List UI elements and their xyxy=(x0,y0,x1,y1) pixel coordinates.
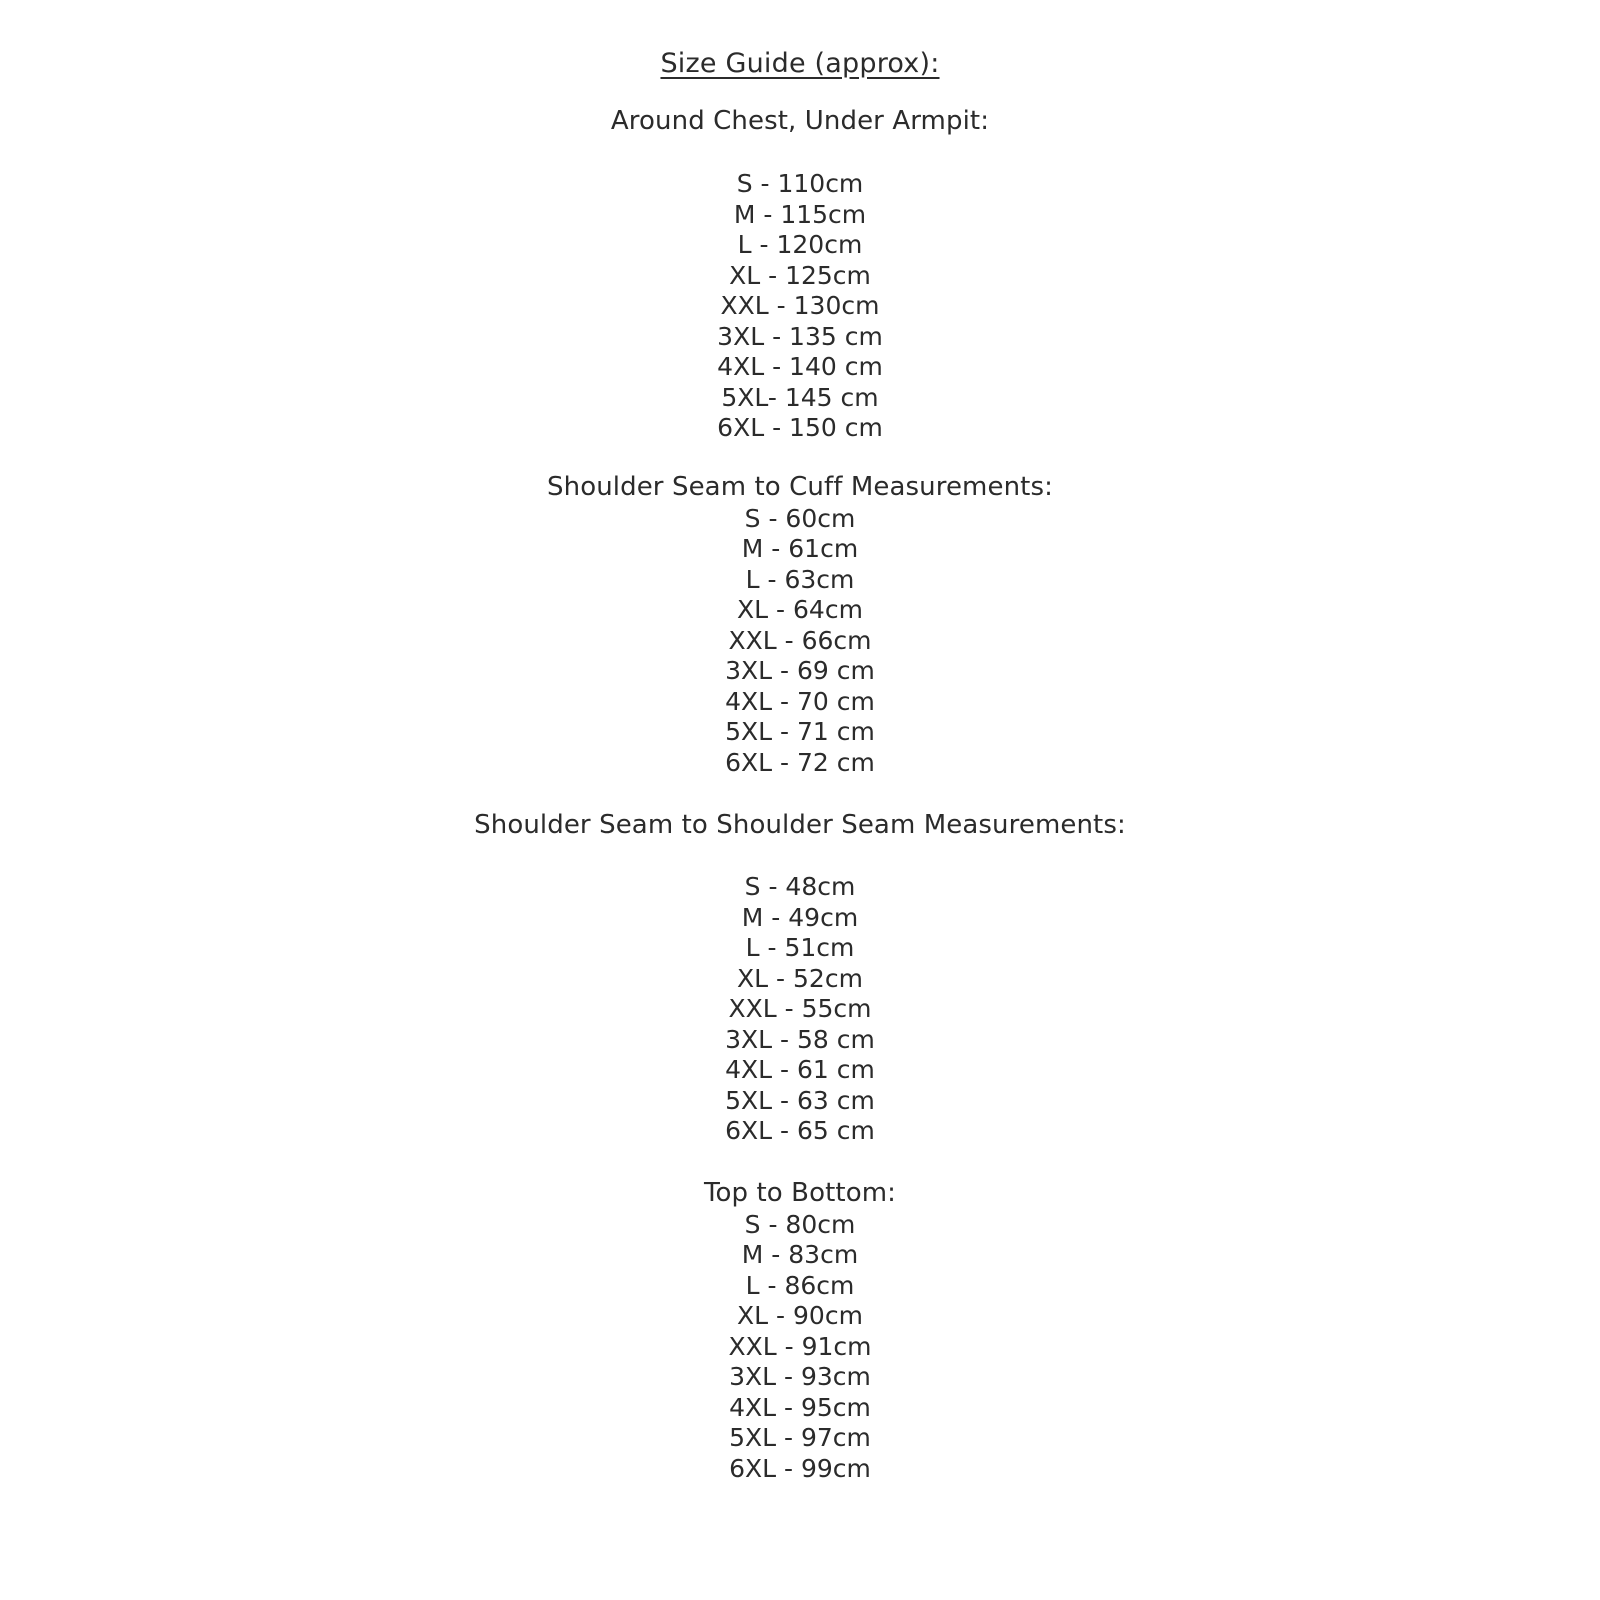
section-heading: Shoulder Seam to Shoulder Seam Measurements: xyxy=(474,810,1126,840)
measurement-row: M - 61cm xyxy=(741,534,859,563)
measurement-row: 3XL - 69 cm xyxy=(725,656,875,685)
measurement-row: XL - 52cm xyxy=(737,963,863,993)
measurement-row: 6XL - 99cm xyxy=(729,1453,871,1483)
measurement-row: L - 120cm xyxy=(737,230,863,259)
measurement-row: 6XL - 150 cm xyxy=(717,413,883,442)
measurement-row: 3XL - 135 cm xyxy=(717,321,883,351)
measurement-row: 4XL - 140 cm xyxy=(717,352,883,381)
measurement-row: XL - 125cm xyxy=(729,260,871,290)
measurement-row: 6XL - 65 cm xyxy=(725,1116,875,1145)
section-top-to-bottom xyxy=(0,1178,1600,1485)
measurement-row: 6XL - 72 cm xyxy=(725,747,875,777)
measurement-row: XXL - 130cm xyxy=(720,291,880,320)
measurement-row: XL - 90cm xyxy=(737,1301,863,1330)
section-around-chest xyxy=(0,106,1600,444)
measurement-list xyxy=(728,1210,871,1485)
measurement-row: S - 48cm xyxy=(744,872,856,901)
measurement-row: M - 49cm xyxy=(741,902,859,932)
measurement-row: XL - 64cm xyxy=(737,595,863,624)
measurement-row: M - 115cm xyxy=(733,199,867,229)
section-heading: Top to Bottom: xyxy=(703,1177,897,1208)
measurement-row: 5XL - 97cm xyxy=(729,1423,871,1452)
measurement-row: 3XL - 93cm xyxy=(729,1362,871,1391)
section-shoulder-seam-to-shoulder-seam xyxy=(0,810,1600,1147)
measurement-row: 5XL- 145 cm xyxy=(721,382,879,412)
measurement-row: M - 83cm xyxy=(741,1240,859,1269)
measurement-row: S - 110cm xyxy=(736,169,864,198)
measurement-row: 4XL - 70 cm xyxy=(725,686,875,716)
measurement-row: XXL - 91cm xyxy=(728,1331,872,1361)
measurement-row: 5XL - 71 cm xyxy=(725,717,875,746)
measurement-row: S - 80cm xyxy=(744,1209,856,1239)
measurement-row: 3XL - 58 cm xyxy=(725,1024,875,1054)
page-title: Size Guide (approx): xyxy=(660,48,940,79)
measurement-list xyxy=(725,872,875,1147)
section-heading: Shoulder Seam to Cuff Measurements: xyxy=(547,471,1053,502)
measurement-row: L - 51cm xyxy=(745,933,855,962)
measurement-row: XXL - 55cm xyxy=(728,994,872,1023)
measurement-row: L - 63cm xyxy=(745,564,855,594)
section-shoulder-seam-to-cuff xyxy=(0,472,1600,779)
measurement-row: XXL - 66cm xyxy=(728,625,872,655)
measurement-row: 4XL - 61 cm xyxy=(725,1055,875,1084)
measurement-row: 5XL - 63 cm xyxy=(725,1085,875,1115)
measurement-row: 4XL - 95cm xyxy=(729,1392,871,1422)
measurement-row: L - 86cm xyxy=(745,1270,855,1300)
measurement-list xyxy=(725,504,875,779)
section-heading: Around Chest, Under Armpit: xyxy=(610,106,990,136)
measurement-list xyxy=(717,169,883,444)
measurement-row: S - 60cm xyxy=(744,503,856,533)
